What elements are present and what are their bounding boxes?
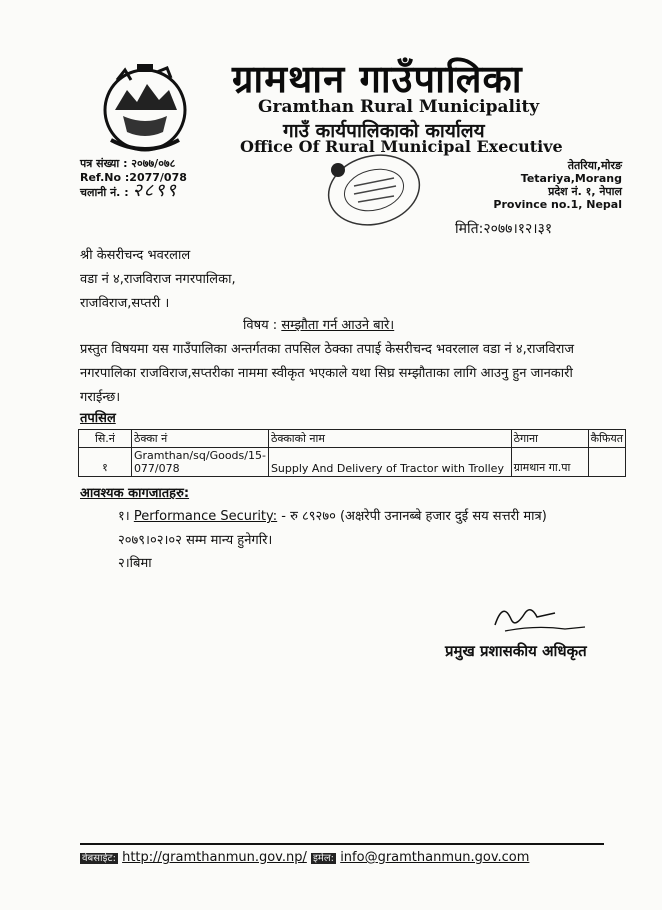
cell-contract-name: Supply And Delivery of Tractor with Trolley <box>268 448 511 477</box>
website-label: वेबसाईट: <box>82 853 116 864</box>
email-link[interactable]: info@gramthanmun.gov.com <box>340 850 530 865</box>
municipality-title-english: Gramthan Rural Municipality <box>258 97 540 117</box>
signature-block <box>445 595 625 665</box>
recipient-line-2: वडा नं ४,राजविराज नगरपालिका, <box>80 272 236 287</box>
cell-address: ग्रामथान गा.पा <box>511 448 588 477</box>
cell-sn: १ <box>79 448 132 477</box>
letter-date: मिति:२०७७।१२।३१ <box>455 221 553 237</box>
column-header-contract-no: ठेक्का नं <box>131 430 268 448</box>
ref-no: Ref.No :2077/078 <box>80 171 187 184</box>
subject-text: सम्झौता गर्न आउने बारे। <box>281 318 395 333</box>
recipient-line-3: राजविराज,सप्तरी । <box>80 296 170 311</box>
recipient-address <box>80 244 236 316</box>
address-place-english: Tetariya,Morang <box>520 172 622 185</box>
column-header-address: ठेगाना <box>511 430 588 448</box>
website-link[interactable]: http://gramthanmun.gov.np/ <box>122 850 307 865</box>
recipient-line-1: श्री केसरीचन्द भवरलाल <box>80 248 191 263</box>
cell-contract-no: Gramthan/sq/Goods/15-077/078 <box>131 448 268 477</box>
email-label: इमेल: <box>313 853 335 864</box>
performance-security-label: Performance Security: <box>133 509 278 524</box>
nepal-emblem-icon <box>97 60 193 156</box>
document-item-2: २।बिमा <box>118 556 152 571</box>
table-header-row <box>79 430 626 448</box>
footer-divider <box>80 843 604 845</box>
body-paragraph: प्रस्तुत विषयमा यस गाउँपालिका अन्तर्गतका तपसिल ठेक्का तपाई केसरीचन्द भवरलाल वडा नं ४,राजविराज नगरपालिका राजविराज,सप्तरीका नाममा स्वीकृत भएकाले यथा सिघ्र सम्झौताका लागि आउनु हुन जानकारी गराईन्छ। <box>80 342 575 405</box>
patra-sankhya: पत्र संख्या : २०७७/०७८ <box>80 157 176 170</box>
address-place-nepali: तेतरिया,मोरङ <box>567 159 622 172</box>
cell-remarks <box>588 448 625 477</box>
column-header-sn: सि.नं <box>79 430 132 448</box>
subject-line <box>243 315 394 333</box>
chalani-label: चलानी नं. : <box>80 186 129 199</box>
contract-table <box>78 429 626 477</box>
footer <box>80 850 529 865</box>
address-province-english: Province no.1, Nepal <box>493 198 622 211</box>
document-item-1 <box>118 505 568 553</box>
signatory-title: प्रमुख प्रशासकीय अधिकृत <box>445 642 587 660</box>
table-row <box>79 448 626 477</box>
address-province-nepali: प्रदेश नं. १, नेपाल <box>548 185 622 198</box>
municipality-title-nepali: ग्रामथान गाउँपालिका <box>232 56 523 101</box>
required-documents-heading: आवश्यक कागजातहरु: <box>80 486 190 501</box>
office-title-english: Office Of Rural Municipal Executive <box>240 137 563 156</box>
tapsil-heading: तपसिल <box>80 411 116 426</box>
document-item-1-prefix: १। <box>118 509 134 524</box>
column-header-contract-name: ठेक्काको नाम <box>268 430 511 448</box>
document-item-1-text: - रु ८९२७० (अक्षरेपी उनानब्बे हजार दुई सय सत्तरी मात्र) २०७९।०२।०२ सम्म मान्य हुनेगरि। <box>118 509 547 548</box>
chalani-value: २८९९ <box>132 180 178 201</box>
office-stamp-icon <box>320 150 428 232</box>
chalani-number <box>80 180 178 201</box>
column-header-remarks: कैफियत <box>588 430 625 448</box>
office-title-nepali: गाउँ कार्यपालिकाको कार्यालय <box>283 120 485 142</box>
handwritten-signature-icon <box>445 595 625 643</box>
subject-label: विषय : <box>243 318 278 333</box>
